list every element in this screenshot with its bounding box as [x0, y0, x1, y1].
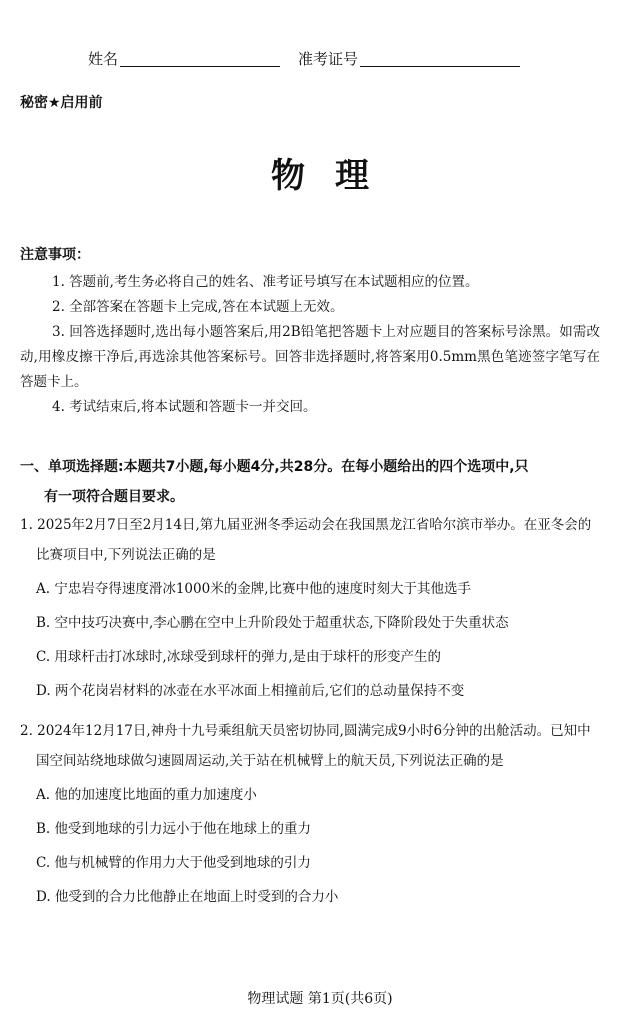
section-heading-line: 有一项符合题目要求。 — [44, 489, 184, 505]
question-option: C. 他与机械臂的作用力大于他受到地球的引力 — [36, 855, 311, 871]
note-item: 3. 回答选择题时,选出每小题答案后,用2B铅笔把答题卡上对应题目的答案标号涂黑。如需改动,用橡皮擦干净后,再选涂其他答案标号。回答非选择题时,将答案用0.5mm黑色笔迹签字笔写在答题卡上。 — [20, 324, 600, 390]
question-stem: 1. 2025年2月7日至2月14日,第九届亚洲冬季运动会在我国黑龙江省哈尔滨市举办。在亚冬会的比赛项目中,下列说法正确的是 — [20, 517, 592, 563]
question-option: A. 他的加速度比地面的重力加速度小 — [36, 787, 257, 803]
notes-heading: 注意事项： — [20, 247, 90, 263]
confidential-mark: 秘密★启用前 — [20, 95, 103, 111]
section-heading-line: 一、单项选择题:本题共7小题,每小题4分,共28分。在每小题给出的四个选项中,只 — [20, 459, 529, 475]
question-option: A. 宁忠岩夺得速度滑冰1000米的金牌,比赛中他的速度时刻大于其他选手 — [36, 581, 471, 597]
page-footer: 物理试题 第1页(共6页) — [247, 991, 393, 1007]
ticket-number-label: 准考证号 — [298, 50, 359, 68]
question-option: D. 两个花岗岩材料的冰壶在水平冰面上相撞前后,它们的总动量保持不变 — [36, 683, 465, 699]
candidate-info-header — [0, 48, 640, 72]
section-heading — [20, 452, 600, 512]
note-item: 2. 全部答案在答题卡上完成,答在本试题上无效。 — [52, 299, 344, 315]
name-label: 姓名 — [88, 50, 119, 68]
note-item: 4. 考试结束后,将本试题和答题卡一并交回。 — [52, 399, 317, 415]
question-option: C. 用球杆击打冰球时,冰球受到球杆的弹力,是由于球杆的形变产生的 — [36, 649, 442, 665]
note-item: 1. 答题前,考生务必将自己的姓名、准考证号填写在本试题相应的位置。 — [52, 274, 479, 290]
ticket-number-blank-line — [360, 66, 520, 67]
exam-title: 物理 — [271, 156, 399, 196]
question-stem: 2. 2024年12月17日,神舟十九号乘组航天员密切协同,圆满完成9小时6分钟的出舱活动。已知中国空间站绕地球做匀速圆周运动,关于站在机械臂上的航天员,下列说法正确的是 — [20, 723, 591, 769]
question-2 — [20, 716, 600, 912]
question-option: B. 空中技巧决赛中,李心鹏在空中上升阶段处于超重状态,下降阶段处于失重状态 — [36, 615, 509, 631]
question-option: B. 他受到地球的引力远小于他在地球上的重力 — [36, 821, 312, 837]
question-option: D. 他受到的合力比他静止在地面上时受到的合力小 — [36, 889, 339, 905]
notes-list — [20, 270, 600, 420]
name-blank-line — [120, 66, 280, 67]
question-1 — [20, 510, 600, 706]
